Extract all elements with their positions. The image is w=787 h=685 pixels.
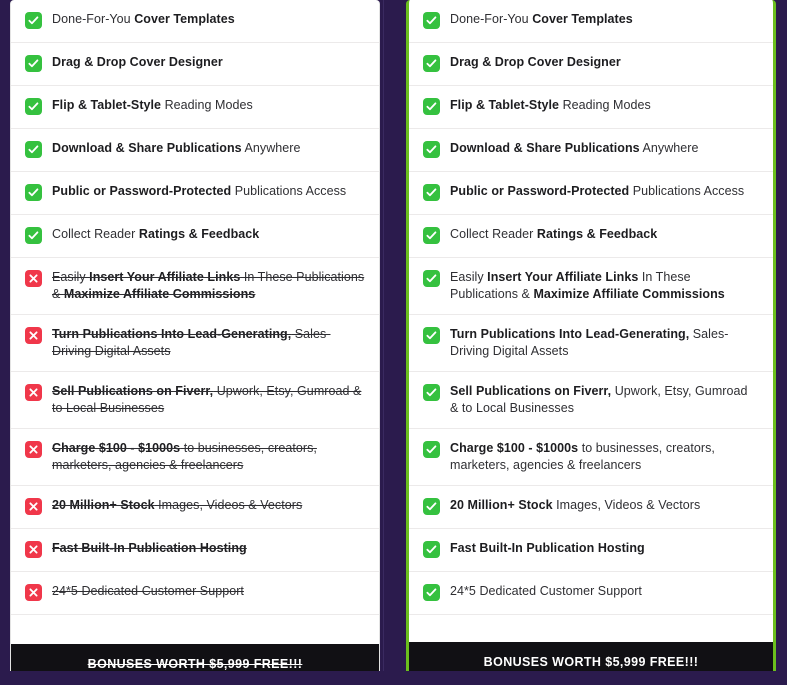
feature-label: 24*5 Dedicated Customer Support xyxy=(52,584,244,598)
check-icon xyxy=(423,98,440,115)
check-icon xyxy=(25,227,42,244)
bonus-banner[interactable]: BONUSES WORTH $5,999 FREE!!! xyxy=(11,644,379,684)
feature-label: Easily Insert Your Affiliate Links In These Publications & Maximize Affiliate Commissions xyxy=(52,270,365,301)
feature-row xyxy=(11,43,379,86)
feature-row xyxy=(409,129,773,172)
feature-label: Public or Password-Protected Publications Access xyxy=(52,184,347,198)
plan-card-right-plan xyxy=(406,0,776,685)
feature-label: 20 Million+ Stock Images, Videos & Vectors xyxy=(450,498,701,512)
feature-row xyxy=(11,529,379,572)
feature-list xyxy=(409,0,773,642)
feature-row xyxy=(11,258,379,315)
check-icon xyxy=(423,584,440,601)
feature-label: Turn Publications Into Lead-Generating, Sales-Driving Digital Assets xyxy=(52,327,331,358)
feature-label: Drag & Drop Cover Designer xyxy=(52,55,223,69)
cross-icon xyxy=(25,384,42,401)
feature-row xyxy=(11,315,379,372)
feature-row xyxy=(409,486,773,529)
check-icon xyxy=(423,498,440,515)
plan-card-left-plan xyxy=(10,0,380,685)
feature-label: Done-For-You Cover Templates xyxy=(450,12,633,26)
feature-row xyxy=(409,572,773,615)
check-icon xyxy=(25,12,42,29)
check-icon xyxy=(423,55,440,72)
feature-row xyxy=(11,86,379,129)
feature-row xyxy=(409,172,773,215)
check-icon xyxy=(25,141,42,158)
feature-label: Collect Reader Ratings & Feedback xyxy=(450,227,658,241)
check-icon xyxy=(25,98,42,115)
feature-row xyxy=(409,429,773,486)
check-icon xyxy=(423,327,440,344)
feature-row xyxy=(11,129,379,172)
feature-label: Sell Publications on Fiverr, Upwork, Etsy, Gumroad & to Local Businesses xyxy=(450,384,748,415)
check-icon xyxy=(423,141,440,158)
feature-label: Flip & Tablet-Style Reading Modes xyxy=(450,98,651,112)
feature-label: Done-For-You Cover Templates xyxy=(52,12,235,26)
feature-row xyxy=(409,315,773,372)
feature-label: Collect Reader Ratings & Feedback xyxy=(52,227,260,241)
feature-label: Fast Built-In Publication Hosting xyxy=(450,541,645,555)
feature-row xyxy=(11,0,379,43)
cross-icon xyxy=(25,441,42,458)
cross-icon xyxy=(25,541,42,558)
check-icon xyxy=(423,384,440,401)
feature-row xyxy=(409,0,773,43)
feature-row xyxy=(409,215,773,258)
feature-row xyxy=(11,429,379,486)
check-icon xyxy=(423,184,440,201)
check-icon xyxy=(423,270,440,287)
page-bottom-bar xyxy=(0,671,787,685)
cross-icon xyxy=(25,584,42,601)
feature-label: Sell Publications on Fiverr, Upwork, Etsy, Gumroad & to Local Businesses xyxy=(52,384,362,415)
check-icon xyxy=(423,12,440,29)
feature-label: Fast Built-In Publication Hosting xyxy=(52,541,247,555)
feature-label: 20 Million+ Stock Images, Videos & Vectors xyxy=(52,498,303,512)
feature-label: Drag & Drop Cover Designer xyxy=(450,55,621,69)
feature-label: Charge $100 - $1000s to businesses, creators, marketers, agencies & freelancers xyxy=(450,441,715,472)
feature-row xyxy=(11,372,379,429)
feature-list xyxy=(11,0,379,644)
check-icon xyxy=(423,441,440,458)
feature-label: Download & Share Publications Anywhere xyxy=(450,141,699,155)
check-icon xyxy=(423,227,440,244)
feature-label: Flip & Tablet-Style Reading Modes xyxy=(52,98,253,112)
feature-row xyxy=(11,486,379,529)
feature-row xyxy=(409,529,773,572)
feature-label: Charge $100 - $1000s to businesses, creators, marketers, agencies & freelancers xyxy=(52,441,317,472)
feature-label: Public or Password-Protected Publications Access xyxy=(450,184,745,198)
feature-label: Turn Publications Into Lead-Generating, Sales-Driving Digital Assets xyxy=(450,327,729,358)
feature-row xyxy=(409,372,773,429)
feature-row xyxy=(11,215,379,258)
feature-label: 24*5 Dedicated Customer Support xyxy=(450,584,642,598)
feature-label: Download & Share Publications Anywhere xyxy=(52,141,301,155)
feature-row xyxy=(409,86,773,129)
feature-row xyxy=(11,172,379,215)
cross-icon xyxy=(25,327,42,344)
feature-row xyxy=(11,572,379,615)
cross-icon xyxy=(25,498,42,515)
cross-icon xyxy=(25,270,42,287)
feature-row xyxy=(409,258,773,315)
check-icon xyxy=(25,184,42,201)
feature-label: Easily Insert Your Affiliate Links In These Publications & Maximize Affiliate Commissions xyxy=(450,270,725,301)
bonus-banner[interactable]: BONUSES WORTH $5,999 FREE!!! xyxy=(409,642,773,682)
check-icon xyxy=(25,55,42,72)
feature-row xyxy=(409,43,773,86)
check-icon xyxy=(423,541,440,558)
